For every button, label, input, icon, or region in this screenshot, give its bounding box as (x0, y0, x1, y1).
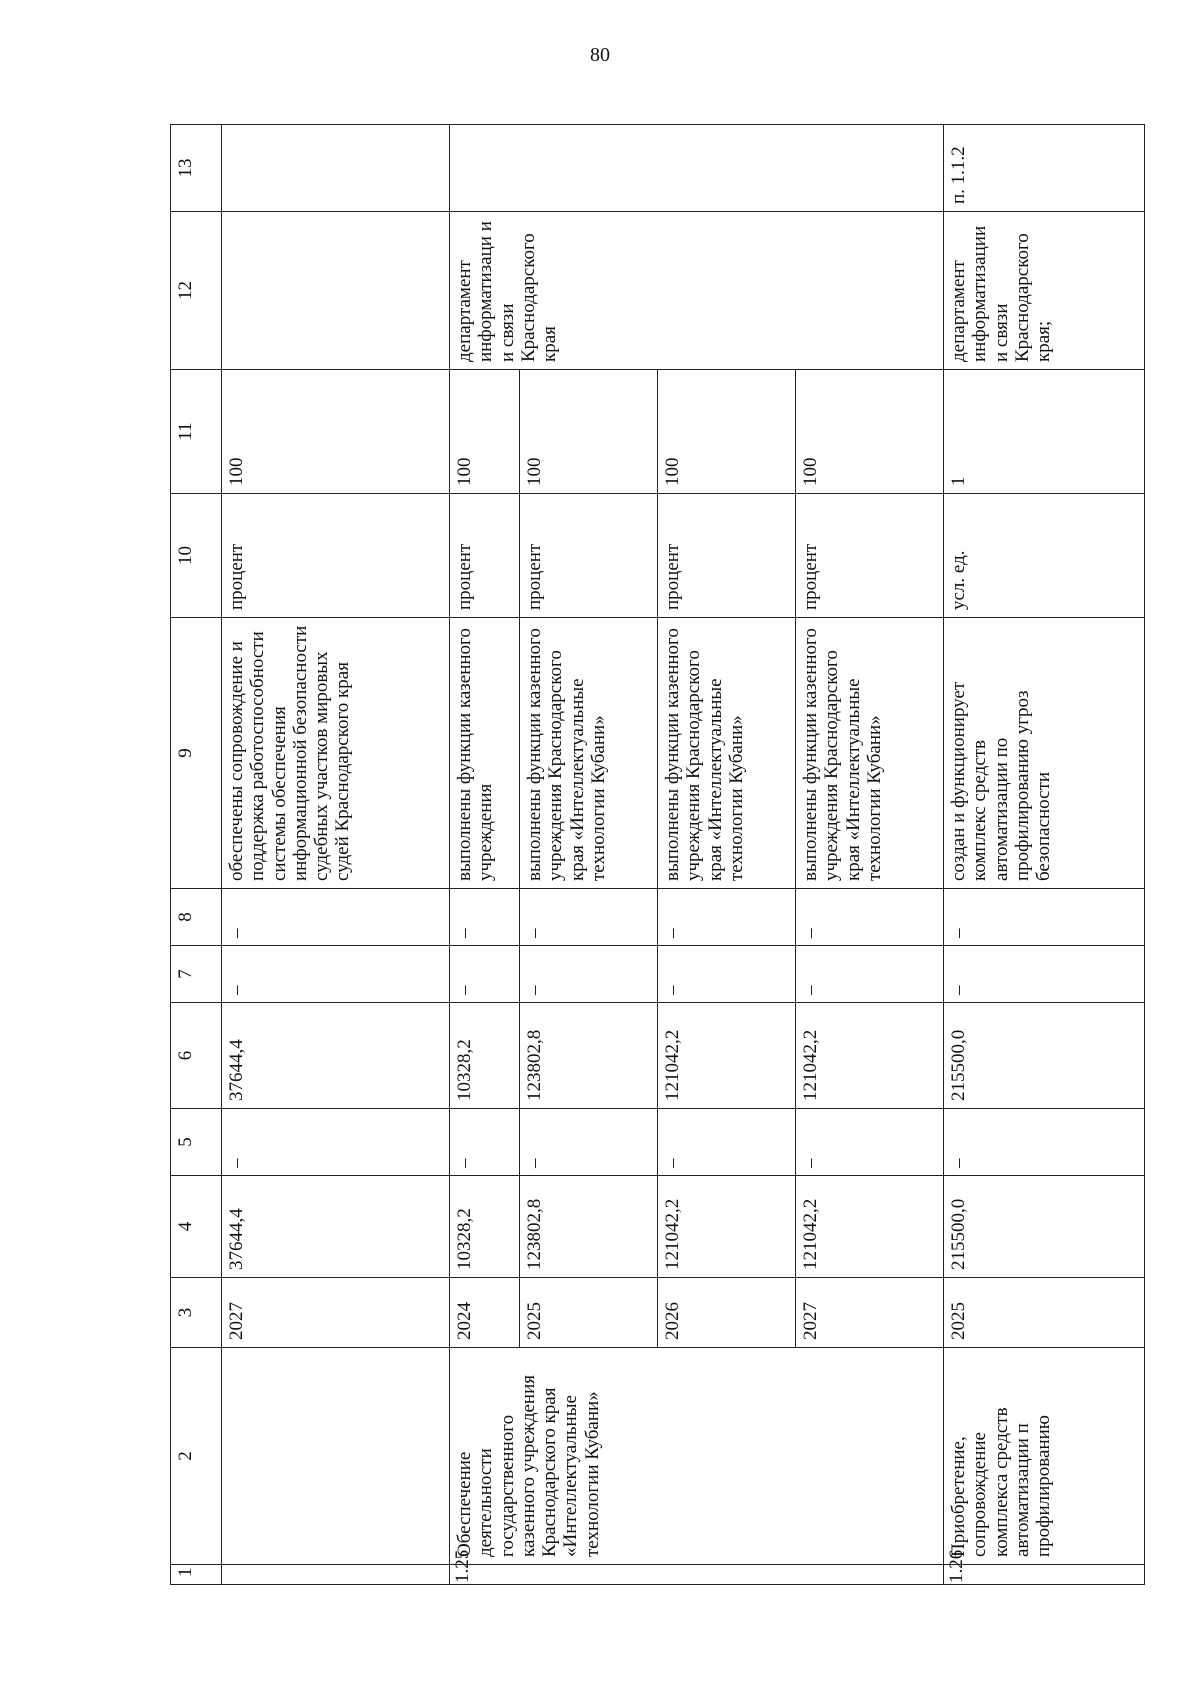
unit-cell: процент (796, 494, 944, 618)
result-cell: выполнены функции казенного учреждения Краснодарского края «Интеллектуальные технологии Кубани» (520, 618, 658, 889)
amount-regional: 37644,4 (222, 1003, 450, 1109)
amount-federal: – (520, 1109, 658, 1176)
item-number: 1.26 (944, 1565, 1145, 1585)
amount-local: – (222, 946, 450, 1003)
amount-total: 10328,2 (450, 1176, 520, 1278)
amount-regional: 121042,2 (796, 1003, 944, 1109)
value-cell: 1 (944, 370, 1145, 494)
result-cell: создан и функционирует комплекс средств автоматизации по профилированию угроз безопасности (944, 618, 1145, 889)
col-header: 4 (171, 1176, 222, 1278)
amount-local: – (658, 946, 796, 1003)
amount-local: – (450, 946, 520, 1003)
amount-other: – (796, 889, 944, 946)
result-cell: выполнены функции казенного учреждения Краснодарского края «Интеллектуальные технологии Кубани» (796, 618, 944, 889)
value-cell: 100 (658, 370, 796, 494)
table-row (222, 125, 450, 1585)
amount-regional: 215500,0 (944, 1003, 1145, 1109)
executor-cell: департамент информатизаци и и связи Краснодарского края (450, 212, 944, 370)
table-row (944, 125, 1145, 1585)
col-header: 1 (171, 1565, 222, 1585)
column-number-row (171, 125, 222, 1585)
page-number: 80 (590, 44, 610, 66)
unit-cell: усл. ед. (944, 494, 1145, 618)
amount-total: 121042,2 (796, 1176, 944, 1278)
year-cell: 2025 (520, 1278, 658, 1348)
year-cell: 2025 (944, 1278, 1145, 1348)
amount-local: – (520, 946, 658, 1003)
value-cell: 100 (796, 370, 944, 494)
year-cell: 2024 (450, 1278, 520, 1348)
amount-regional: 123802,8 (520, 1003, 658, 1109)
col-header: 9 (171, 618, 222, 889)
amount-other: – (450, 889, 520, 946)
amount-total: 121042,2 (658, 1176, 796, 1278)
amount-federal: – (944, 1109, 1145, 1176)
note-cell: п. 1.1.2 (944, 125, 1145, 212)
amount-federal: – (658, 1109, 796, 1176)
col-header: 13 (171, 125, 222, 212)
amount-local: – (796, 946, 944, 1003)
amount-total: 123802,8 (520, 1176, 658, 1278)
table-row (450, 125, 520, 1585)
rotated-table-frame (170, 125, 1145, 1585)
value-cell: 100 (450, 370, 520, 494)
amount-regional: 10328,2 (450, 1003, 520, 1109)
col-header: 7 (171, 946, 222, 1003)
result-cell: выполнены функции казенного учреждения (450, 618, 520, 889)
col-header: 6 (171, 1003, 222, 1109)
result-cell: обеспечены сопровождение и поддержка работоспособности системы обеспечения информационной безопасности судебных участков мировых судей Краснодарского края (222, 618, 450, 889)
value-cell: 100 (520, 370, 658, 494)
executor-cell: департамент информатизации и связи Краснодарского края; (944, 212, 1145, 370)
amount-total: 215500,0 (944, 1176, 1145, 1278)
col-header: 5 (171, 1109, 222, 1176)
year-cell: 2027 (222, 1278, 450, 1348)
amount-federal: – (796, 1109, 944, 1176)
unit-cell: процент (450, 494, 520, 618)
year-cell: 2027 (796, 1278, 944, 1348)
col-header: 10 (171, 494, 222, 618)
amount-local: – (944, 946, 1145, 1003)
unit-cell: процент (520, 494, 658, 618)
amount-other: – (658, 889, 796, 946)
amount-other: – (222, 889, 450, 946)
amount-regional: 121042,2 (658, 1003, 796, 1109)
program-table (170, 124, 1145, 1585)
amount-federal: – (222, 1109, 450, 1176)
item-name: Обеспечение деятельности государственного казенного учреждения Краснодарского края «Интеллектуальные технологии Кубани» (450, 1348, 944, 1565)
amount-other: – (944, 889, 1145, 946)
amount-federal: – (450, 1109, 520, 1176)
col-header: 3 (171, 1278, 222, 1348)
item-name: Приобретение, сопровождение комплекса средств автоматизации п профилированию (944, 1348, 1145, 1565)
col-header: 11 (171, 370, 222, 494)
value-cell: 100 (222, 370, 450, 494)
col-header: 12 (171, 212, 222, 370)
item-number: 1.25 (450, 1565, 944, 1585)
unit-cell: процент (222, 494, 450, 618)
result-cell: выполнены функции казенного учреждения Краснодарского края «Интеллектуальные технологии Кубани» (658, 618, 796, 889)
col-header: 2 (171, 1348, 222, 1565)
year-cell: 2026 (658, 1278, 796, 1348)
amount-other: – (520, 889, 658, 946)
unit-cell: процент (658, 494, 796, 618)
amount-total: 37644,4 (222, 1176, 450, 1278)
col-header: 8 (171, 889, 222, 946)
